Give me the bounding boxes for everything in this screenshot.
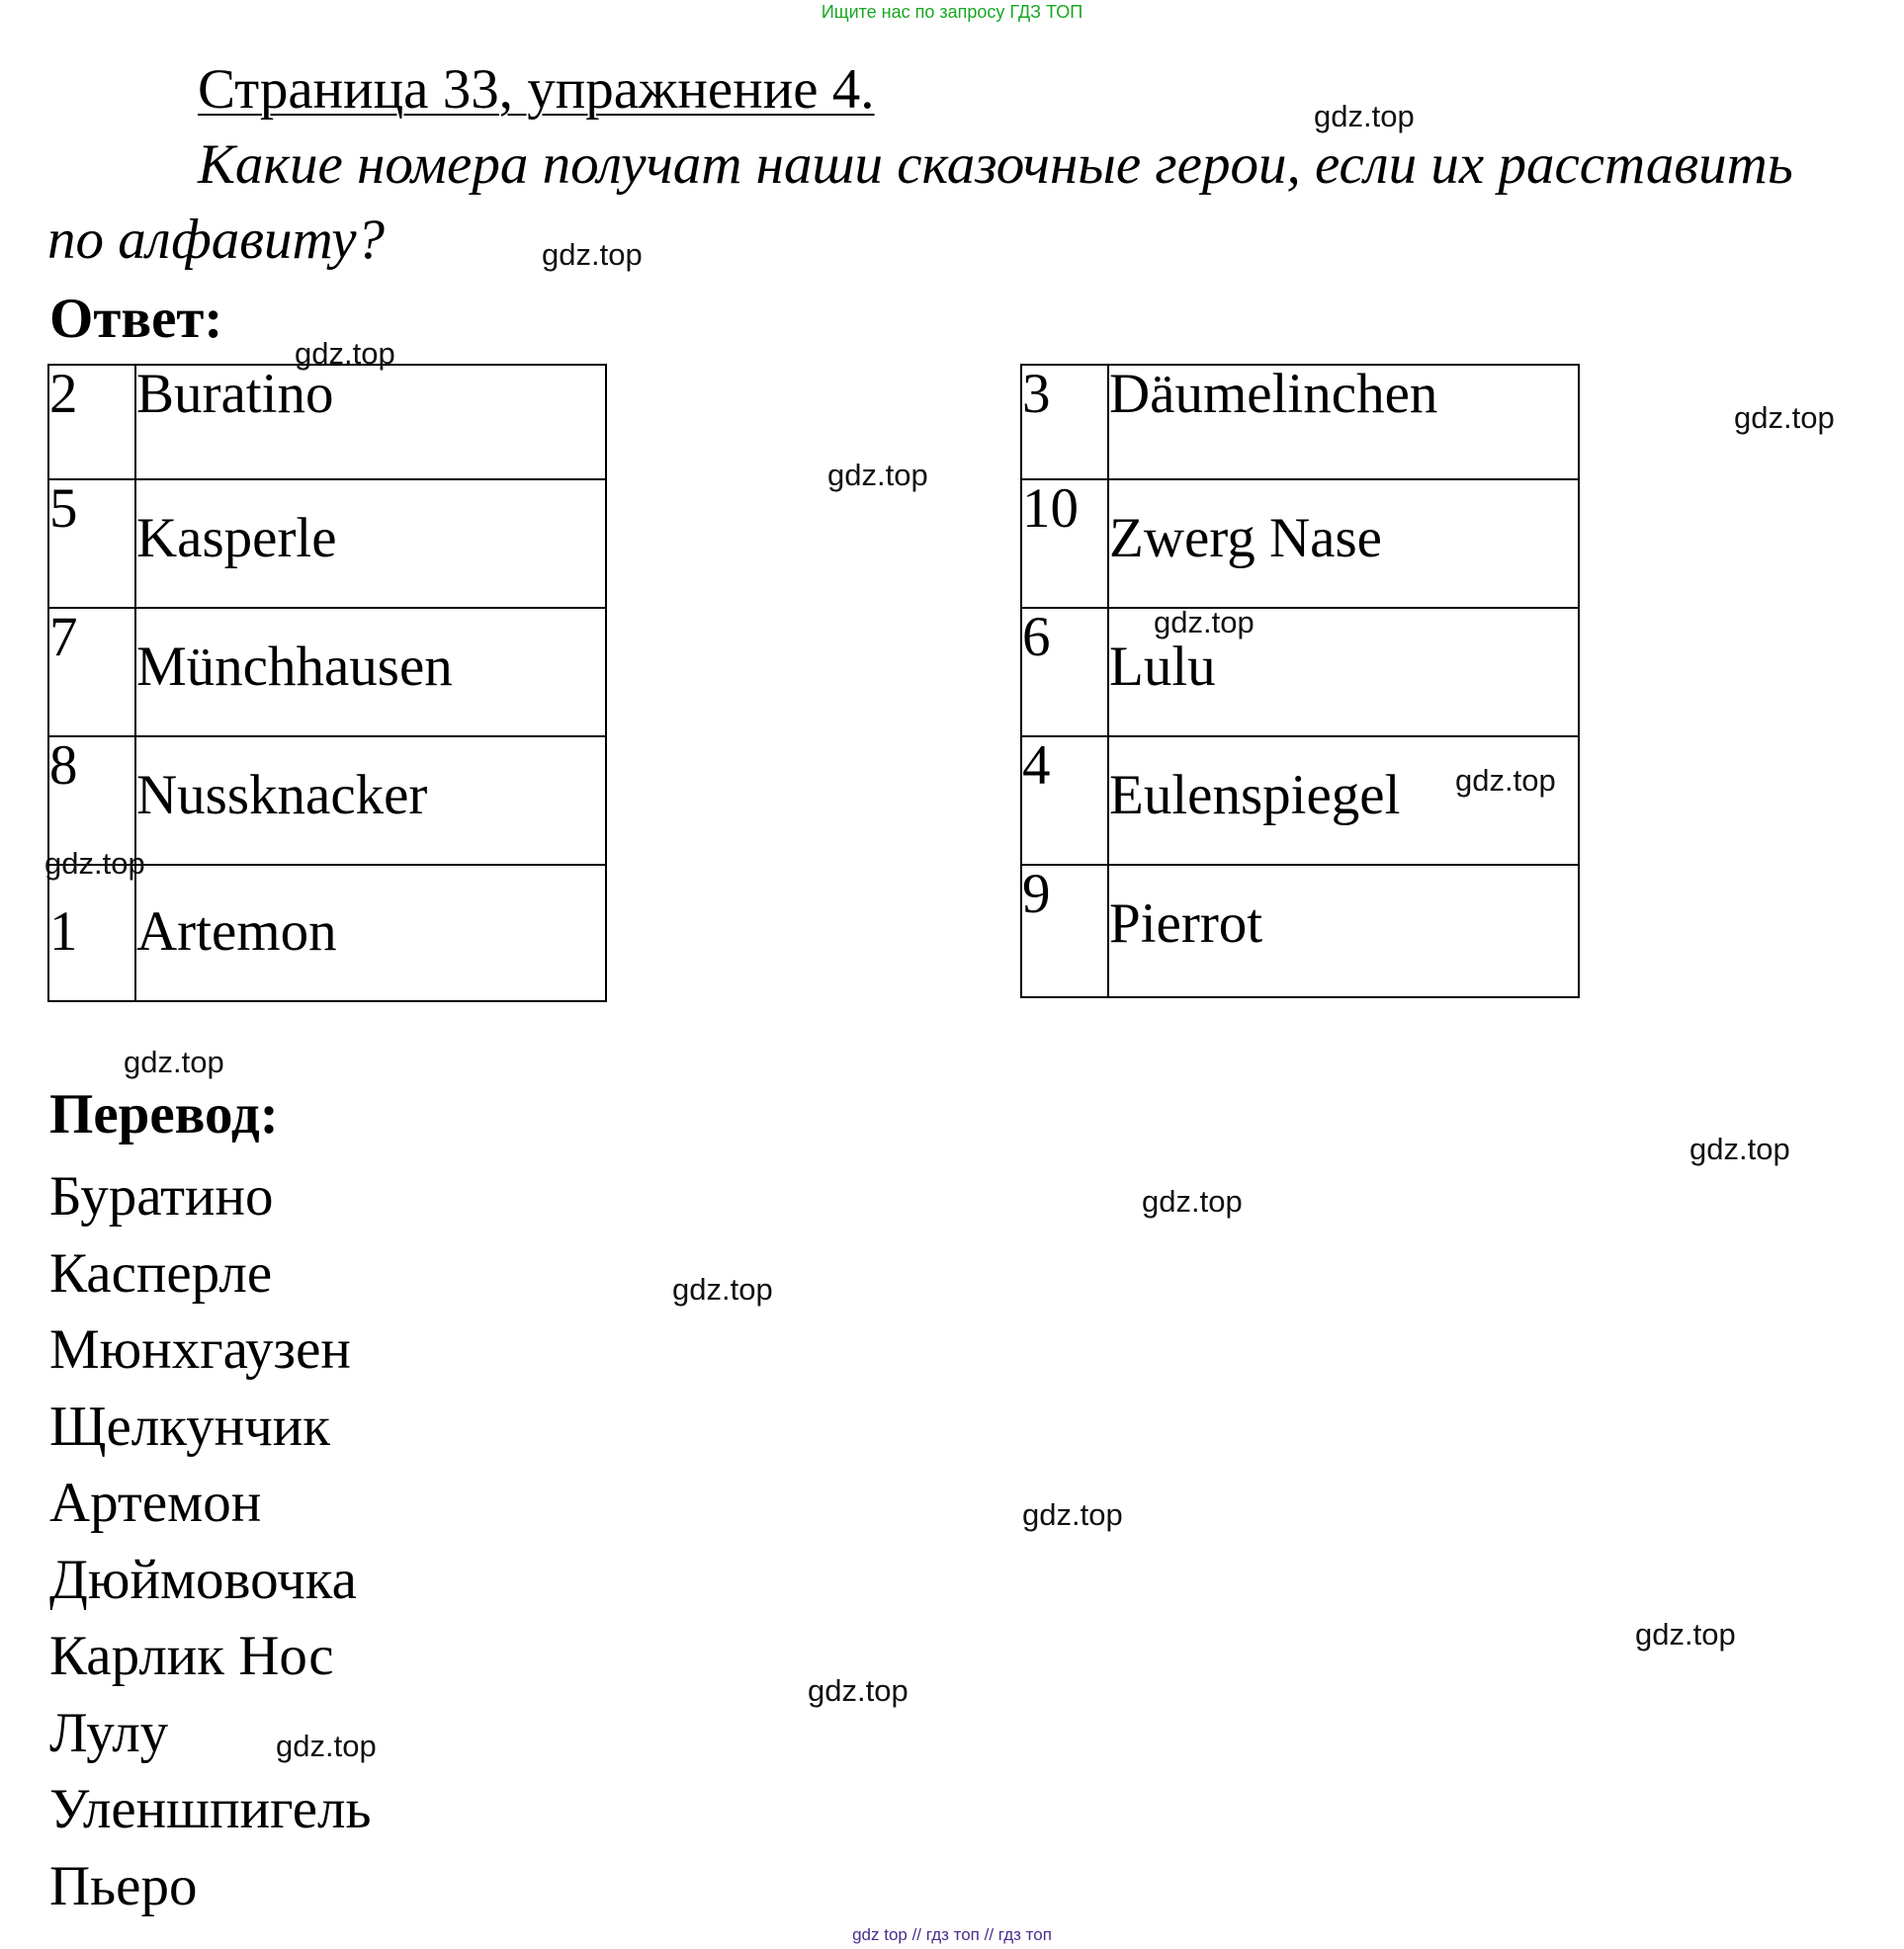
table-row [48,479,606,608]
footer-links: gdz top // гдз топ // гдз топ [852,1925,1052,1944]
table-cell-number: 6 [1021,608,1108,736]
answer-table-left [47,364,607,1002]
table-cell-number: 5 [48,479,135,608]
search-banner: Ищите нас по запросу ГДЗ ТОП [821,2,1083,22]
table-cell-name: Eulenspiegel [1108,736,1579,865]
table-cell-number: 2 [48,365,135,479]
list-item: Касперле [49,1241,273,1305]
list-item: Пьеро [49,1854,198,1917]
watermark: gdz.top [672,1272,773,1307]
table-cell-name: Pierrot [1108,865,1579,997]
list-item: Щелкунчик [49,1395,330,1458]
watermark: gdz.top [295,336,395,371]
list-item: Карлик Нос [49,1625,334,1687]
watermark: gdz.top [1154,605,1255,639]
table-cell-number: 3 [1021,365,1108,479]
watermark: gdz.top [124,1045,224,1079]
page-title: Страница 33, упражнение 4. [198,58,875,121]
watermark: gdz.top [827,458,928,492]
table-row [1021,479,1579,608]
table-row [48,365,606,479]
table-cell-number: 1 [48,865,135,1001]
watermark: gdz.top [1314,99,1415,133]
watermark: gdz.top [1635,1617,1736,1652]
table-row [48,865,606,1001]
list-item: Мюнхгаузен [49,1318,351,1381]
table-row [1021,608,1579,736]
list-item: Артемон [49,1472,262,1534]
watermark: gdz.top [44,846,145,881]
watermark: gdz.top [1734,400,1835,435]
list-item: Дюймовочка [49,1548,357,1611]
table-cell-number: 8 [48,736,135,865]
table-cell-number: 4 [1021,736,1108,865]
table-cell-name: Lulu [1108,608,1579,736]
list-item: Лулу [49,1701,169,1764]
watermark: gdz.top [1142,1184,1243,1219]
table-row [48,608,606,736]
list-item: Уленшпигель [49,1778,372,1840]
table-cell-name: Münchhausen [135,608,606,736]
watermark: gdz.top [1689,1132,1790,1166]
watermark: gdz.top [1455,763,1556,798]
watermark: gdz.top [276,1729,377,1763]
table-cell-name: Kasperle [135,479,606,608]
table-row [1021,365,1579,479]
translation-heading: Перевод: [49,1083,279,1145]
watermark: gdz.top [1022,1497,1123,1532]
table-cell-name: Zwerg Nase [1108,479,1579,608]
table-row [1021,736,1579,865]
answer-table-right [1020,364,1580,998]
table-cell-number: 9 [1021,865,1108,997]
list-item: Буратино [49,1165,274,1228]
translation-list [49,1158,371,1924]
table-cell-name: Artemon [135,865,606,1001]
question-line-1: Какие номера получат наши сказочные герои, если их расставить [198,133,1793,196]
watermark: gdz.top [542,237,643,272]
table-cell-name: Buratino [135,365,606,479]
answer-heading: Ответ: [49,288,223,350]
table-cell-name: Däumelinchen [1108,365,1579,479]
table-cell-name: Nussknacker [135,736,606,865]
table-cell-number: 7 [48,608,135,736]
question-line-2: по алфавиту? [47,209,386,271]
watermark: gdz.top [808,1673,909,1708]
table-row [1021,865,1579,997]
table-cell-number: 10 [1021,479,1108,608]
